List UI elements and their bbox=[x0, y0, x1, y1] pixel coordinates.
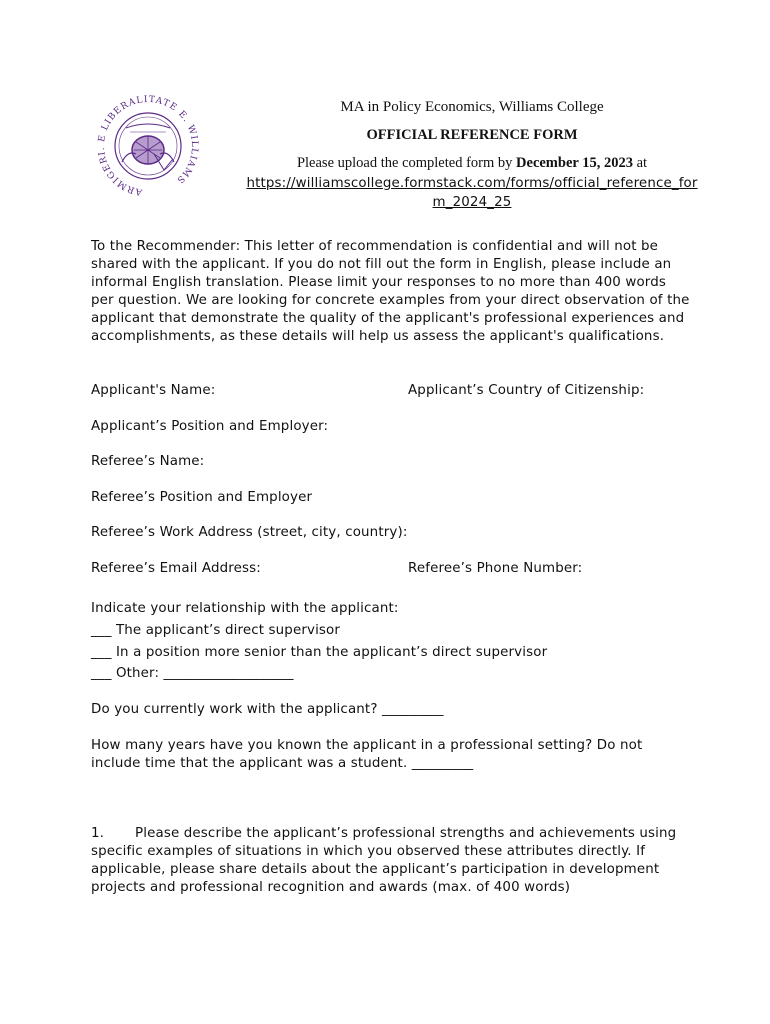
deadline-date: December 15, 2023 bbox=[516, 155, 633, 171]
referee-phone-label: Referee’s Phone Number: bbox=[408, 561, 583, 576]
formstack-link[interactable] bbox=[240, 174, 704, 212]
referee-email-label: Referee’s Email Address: bbox=[91, 561, 261, 576]
relationship-option-direct[interactable]: ___ The applicant’s direct supervisor bbox=[91, 623, 341, 638]
position-employer-label: Applicant’s Position and Employer: bbox=[91, 419, 329, 434]
years-known-question: How many years have you known the applicant in a professional setting? Do not include time that the applicant was a student. _________ bbox=[91, 738, 643, 771]
upload-suffix: at bbox=[632, 155, 648, 171]
citizenship-label: Applicant’s Country of Citizenship: bbox=[408, 383, 645, 398]
question-1-text: Please describe the applicant’s professional strengths and achievements using specific examples of situations in which you observed these attributes directly. If applicable, please share details about the applicant’s participation in development projects and professional recognition and awards (max. of 400 words) bbox=[91, 826, 677, 895]
recommender-instructions: To the Recommender: This letter of recommendation is confidential and will not be shared with the applicant. If you do not fill out the form in English, please include an informal English translation. Please limit your responses to no more than 400 words per question. We are looking for concrete examples from your direct observation of the applicant that demonstrate the quality of the applicant's professional experiences and accomplishments, as these details will help us assess the applicant's qualifications. bbox=[91, 239, 690, 344]
referee-position-label: Referee’s Position and Employer bbox=[91, 490, 313, 505]
referee-name-label: Referee’s Name: bbox=[91, 454, 205, 469]
relationship-option-senior[interactable]: ___ In a position more senior than the applicant’s direct supervisor bbox=[91, 645, 548, 660]
form-title: OFFICIAL REFERENCE FORM bbox=[366, 127, 578, 143]
williams-college-seal bbox=[92, 92, 204, 200]
link-line-2[interactable]: m_2024_25 bbox=[432, 195, 512, 210]
relationship-option-other[interactable]: ___ Other: ___________________ bbox=[91, 666, 294, 681]
work-with-question: Do you currently work with the applicant? _________ bbox=[91, 702, 444, 717]
upload-instruction bbox=[240, 155, 704, 172]
link-line-1[interactable]: https://williamscollege.formstack.com/forms/official_reference_for bbox=[246, 176, 698, 191]
question-1-number: 1. bbox=[91, 826, 105, 841]
relationship-prompt: Indicate your relationship with the applicant: bbox=[91, 601, 399, 616]
question-1 bbox=[91, 825, 691, 897]
referee-address-label: Referee’s Work Address (street, city, country): bbox=[91, 525, 408, 540]
seal-text: ARMIGERI. E LIBERALITATE E. WILLIAMS bbox=[96, 94, 200, 197]
upload-prefix: Please upload the completed form by bbox=[296, 155, 517, 171]
department-heading: MA in Policy Economics, Williams College bbox=[340, 99, 604, 115]
applicant-name-label: Applicant's Name: bbox=[91, 383, 216, 398]
